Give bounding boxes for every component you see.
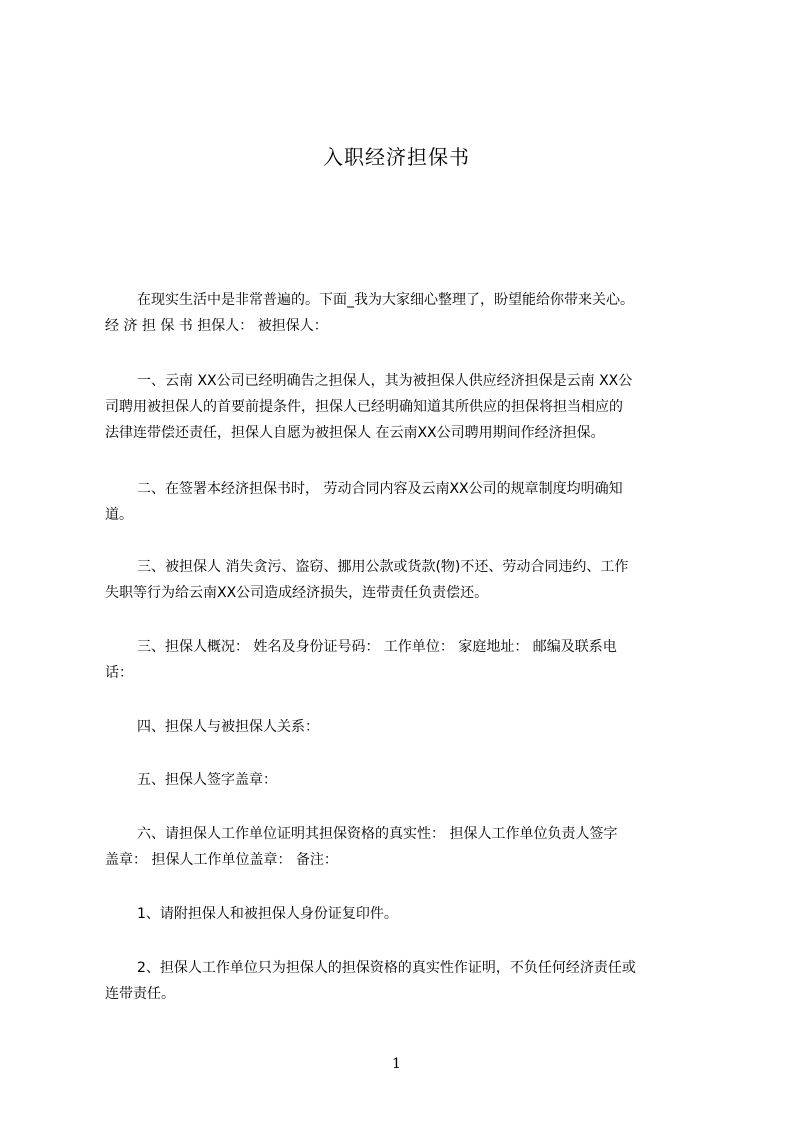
clause-4-line-1: 三、担保人概况： 姓名及身份证号码： 工作单位： 家庭地址： 邮编及联系电: [137, 639, 617, 655]
clause-6-line-1: 五、担保人签字盖章：: [137, 772, 277, 788]
clause-1: [105, 368, 709, 446]
clause-4-line-2: 话：: [105, 665, 133, 681]
document-title: 入职经济担保书: [323, 145, 470, 169]
note-1: [105, 901, 709, 927]
clause-3: [105, 554, 709, 606]
clause-4: [105, 634, 709, 686]
note-2-line-1: 2、担保人工作单位只为担保人的担保资格的真实性作证明，不负任何经济责任或: [137, 960, 636, 976]
intro-line-2: 经 济 担 保 书 担保人： 被担保人：: [105, 318, 328, 334]
clause-2-line-2: 道。: [105, 507, 133, 523]
clause-3-line-1: 三、被担保人 消失贪污、盗窃、挪用公款或货款(物)不还、劳动合同违约、工作: [137, 559, 629, 575]
page-number: 1: [392, 1056, 401, 1072]
clause-2-line-1: 二、在签署本经济担保书时， 劳动合同内容及云南XX公司的规章制度均明确知: [137, 481, 623, 497]
clause-7: [105, 821, 709, 873]
note-2-line-2: 连带责任。: [105, 986, 175, 1002]
clause-7-line-2: 盖章： 担保人工作单位盖章： 备注：: [105, 852, 338, 868]
clause-1-line-2: 司聘用被担保人的首要前提条件，担保人已经明确知道其所供应的担保将担当相应的: [105, 399, 623, 415]
intro-line-1: 在现实生活中是非常普遍的。下面_我为大家细心整理了，盼望能给你带来关心。: [137, 292, 634, 308]
note-1-line-1: 1、请附担保人和被担保人身份证复印件。: [137, 906, 398, 922]
clause-1-line-1: 一、云南 XX公司已经明确告之担保人，其为被担保人供应经济担保是云南 XX公: [137, 373, 633, 389]
intro-paragraph: [105, 287, 709, 339]
clause-2: [105, 476, 709, 528]
clause-5: [105, 714, 709, 740]
clause-3-line-2: 失职等行为给云南XX公司造成经济损失，连带责任负责偿还。: [105, 585, 489, 601]
clause-7-line-1: 六、请担保人工作单位证明其担保资格的真实性： 担保人工作单位负责人签字: [137, 826, 618, 842]
clause-6: [105, 767, 709, 793]
note-2: [105, 955, 709, 1007]
clause-5-line-1: 四、担保人与被担保人关系：: [137, 719, 319, 735]
clause-1-line-3: 法律连带偿还责任，担保人自愿为被担保人 在云南XX公司聘用期间作经济担保。: [105, 425, 605, 441]
